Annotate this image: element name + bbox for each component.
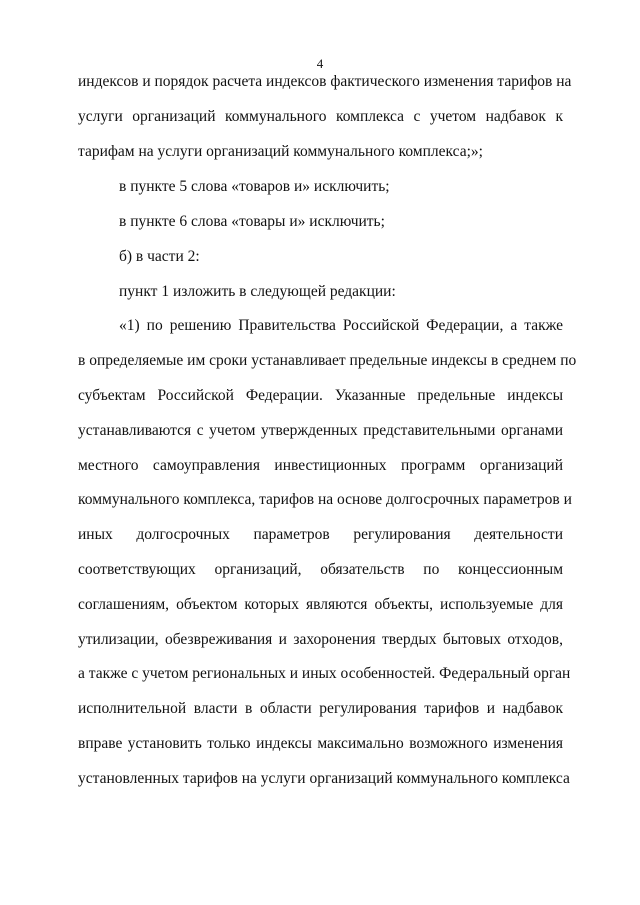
text-line-6: б) в части 2: — [119, 248, 200, 265]
text-line-17: утилизации, обезвреживания и захоронения твердых бытовых отходов, — [78, 631, 563, 648]
text-line-14: иных долгосрочных параметров регулирования деятельности — [78, 526, 563, 543]
text-line-9: в определяемые им сроки устанавливает предельные индексы в среднем по — [78, 352, 577, 369]
text-line-4: в пункте 5 слова «товаров и» исключить; — [119, 178, 390, 195]
text-line-10: субъектам Российской Федерации. Указанные предельные индексы — [78, 387, 563, 404]
text-line-2: услуги организаций коммунального комплекса с учетом надбавок к — [78, 108, 563, 125]
text-line-18: а также с учетом региональных и иных особенностей. Федеральный орган — [78, 665, 571, 682]
text-line-12: местного самоуправления инвестиционных программ организаций — [78, 457, 563, 474]
text-line-5: в пункте 6 слова «товары и» исключить; — [119, 213, 385, 230]
page-number: 4 — [316, 56, 324, 71]
text-line-3: тарифам на услуги организаций коммунального комплекса;»; — [78, 143, 483, 160]
text-line-7: пункт 1 изложить в следующей редакции: — [119, 283, 396, 300]
text-line-1: индексов и порядок расчета индексов фактического изменения тарифов на — [78, 73, 572, 90]
text-line-11: устанавливаются с учетом утвержденных представительными органами — [78, 422, 563, 439]
text-line-13: коммунального комплекса, тарифов на основе долгосрочных параметров и — [78, 491, 572, 508]
text-line-16: соглашениям, объектом которых являются объекты, используемые для — [78, 596, 563, 613]
text-line-21: установленных тарифов на услуги организаций коммунального комплекса — [78, 770, 570, 787]
text-line-20: вправе установить только индексы максимально возможного изменения — [78, 735, 563, 752]
text-line-15: соответствующих организаций, обязательств по концессионным — [78, 561, 563, 578]
text-line-8: «1) по решению Правительства Российской Федерации, а также — [119, 317, 563, 334]
text-line-19: исполнительной власти в области регулирования тарифов и надбавок — [78, 700, 563, 717]
